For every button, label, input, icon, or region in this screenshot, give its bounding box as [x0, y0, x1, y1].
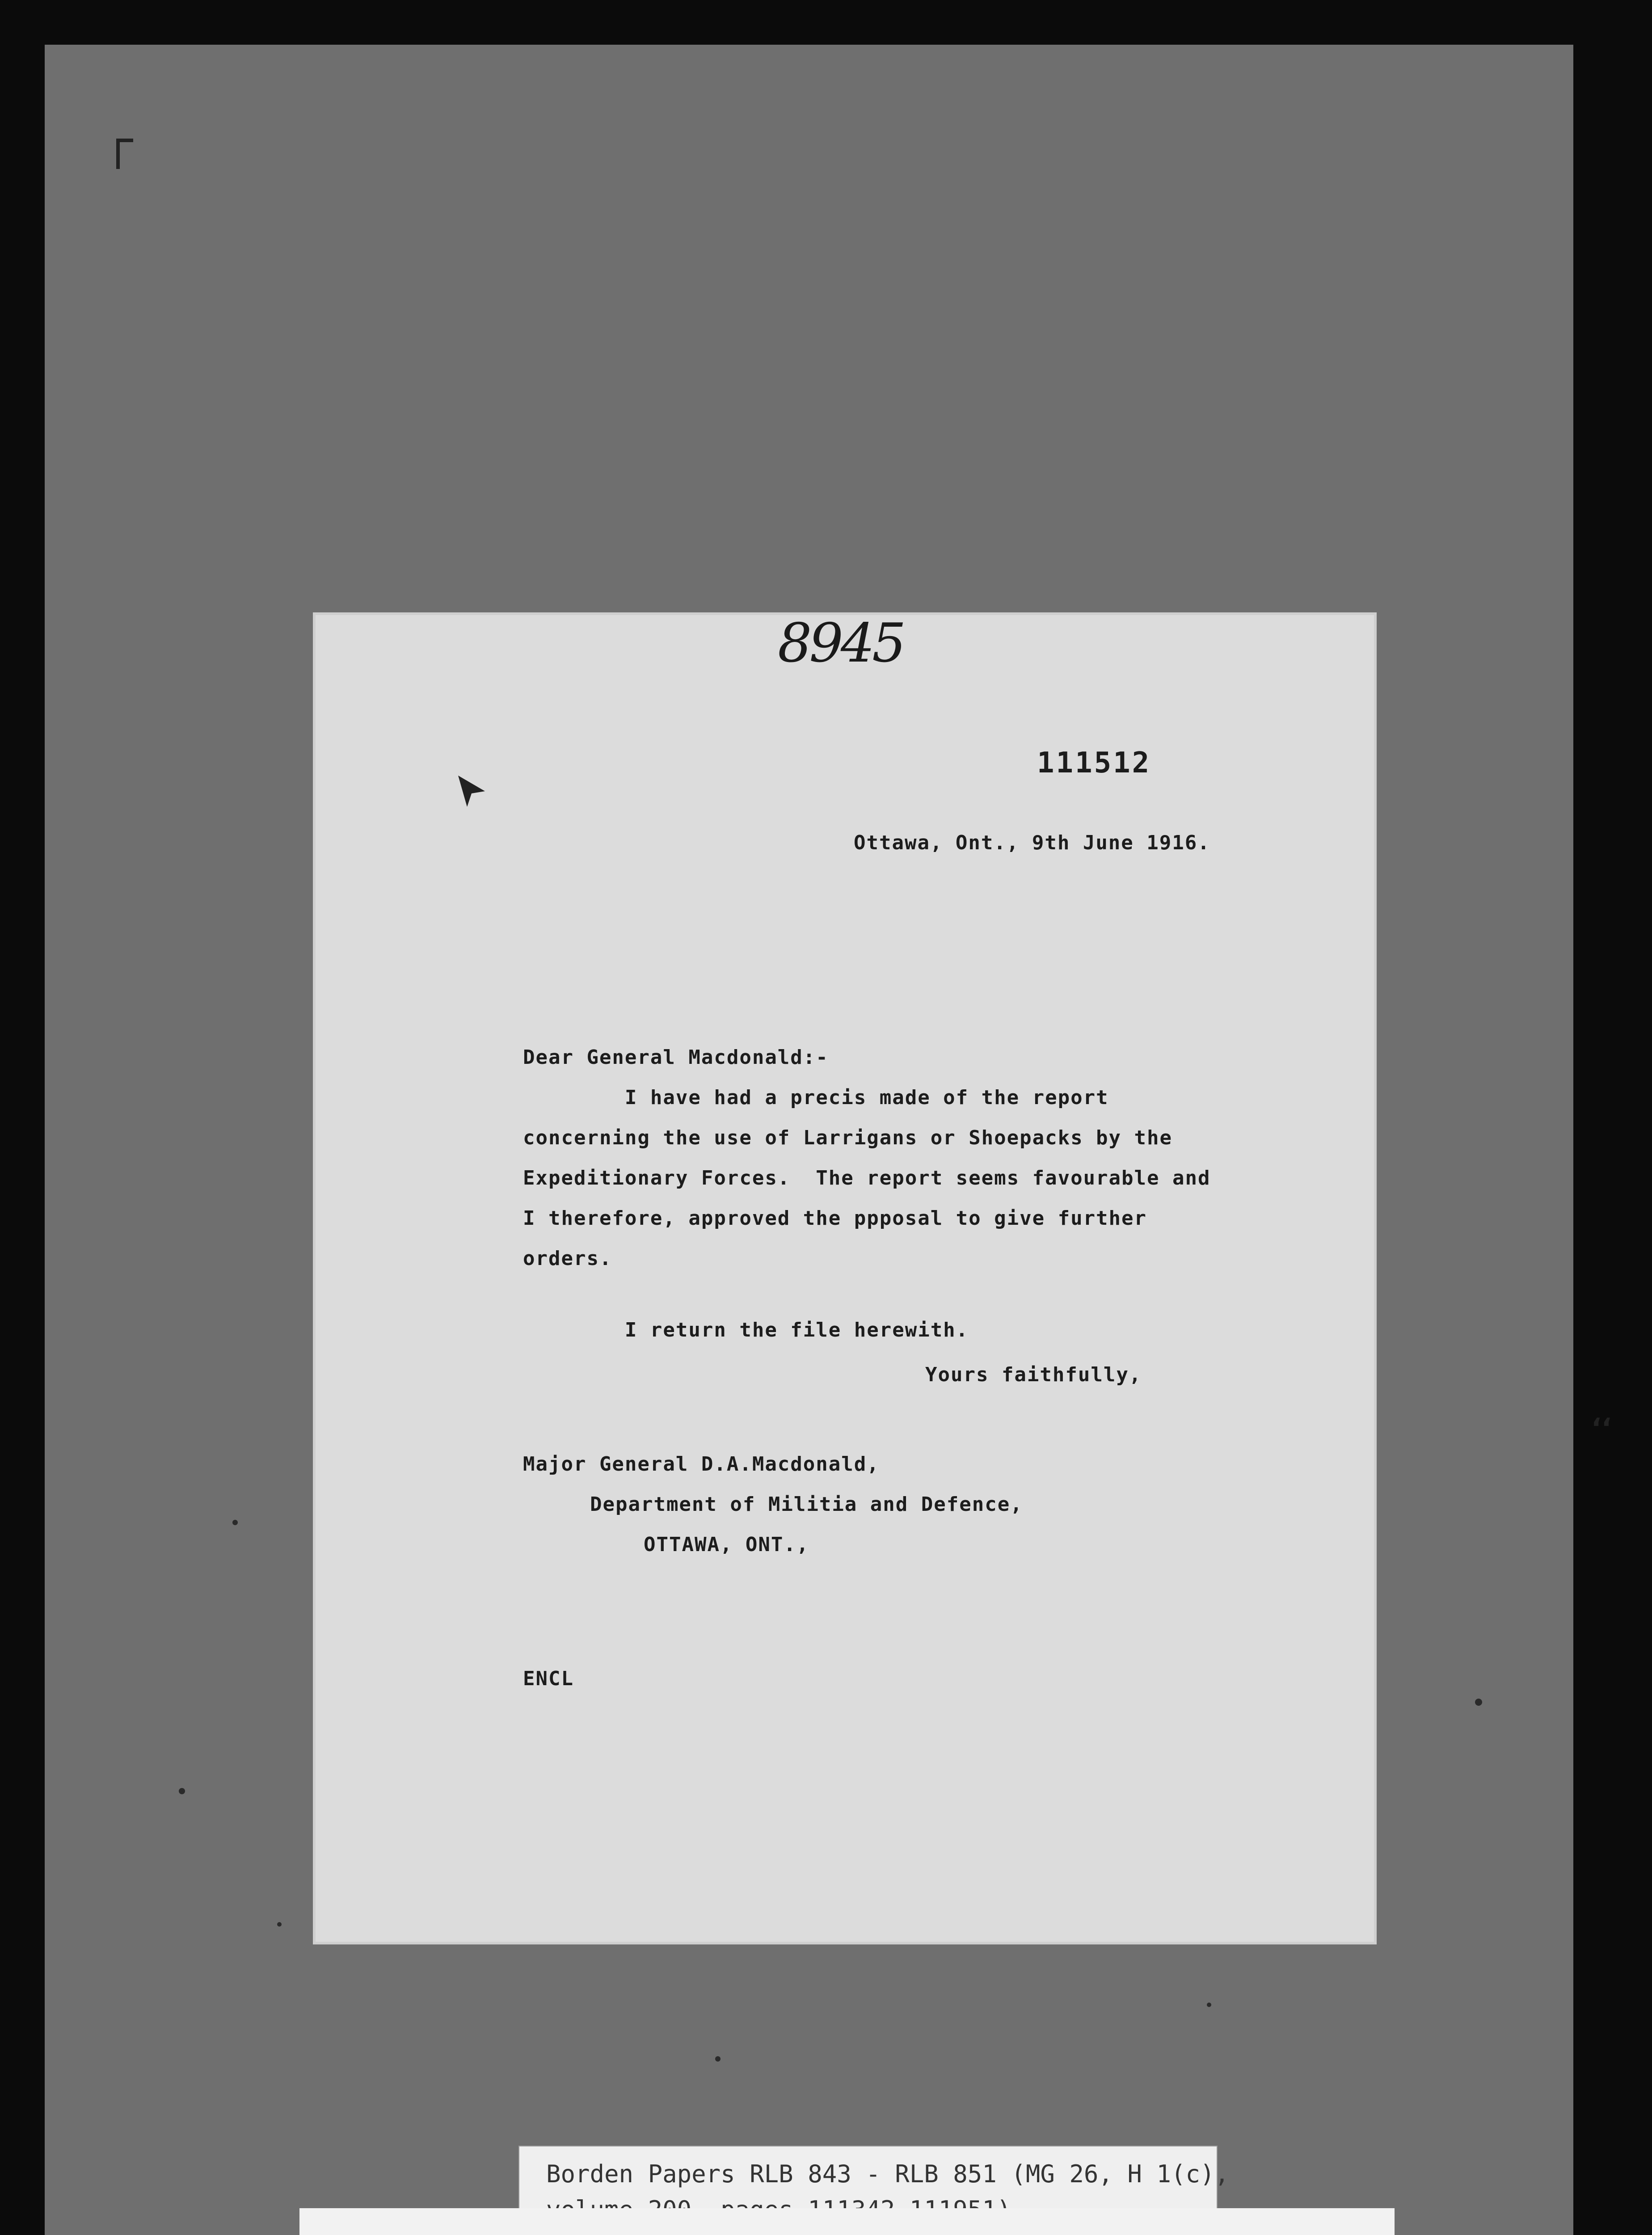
address-line: Department of Militia and Defence, [590, 1493, 1023, 1516]
letter-page [313, 612, 1377, 1944]
dateline: Ottawa, Ont., 9th June 1916. [854, 831, 1210, 854]
body-line: concerning the use of Larrigans or Shoepacks by the [523, 1126, 1173, 1149]
enclosure-note: ENCL [523, 1667, 574, 1690]
film-speck [232, 1520, 238, 1525]
frame-edge-marks: ‘‘ [1591, 1413, 1612, 1444]
film-speck [1475, 1699, 1482, 1706]
closing: Yours faithfully, [925, 1363, 1142, 1386]
film-speck [1207, 2003, 1211, 2007]
archive-stamp-card [299, 2208, 1395, 2235]
film-speck [715, 2056, 721, 2062]
address-line: Major General D.A.Macdonald, [523, 1453, 880, 1476]
body-line: I return the file herewith. [523, 1319, 969, 1341]
pointer-mark-icon [456, 773, 487, 809]
handwritten-file-number: 8945 [778, 612, 904, 675]
frame-corner-mark [116, 139, 133, 169]
reference-line: Borden Papers RLB 843 - RLB 851 (MG 26, H 1(c), [546, 2160, 1230, 2188]
film-speck [277, 1922, 282, 1927]
salutation: Dear General Macdonald:- [523, 1046, 829, 1069]
body-line: I have had a precis made of the report [523, 1086, 1109, 1109]
body-line: Expeditionary Forces. The report seems favourable and [523, 1167, 1211, 1189]
document-number: 111512 [1037, 746, 1151, 780]
film-speck [179, 1788, 185, 1794]
body-line: I therefore, approved the ppposal to give further [523, 1207, 1147, 1230]
body-line: orders. [523, 1247, 612, 1270]
address-line: OTTAWA, ONT., [644, 1533, 809, 1556]
